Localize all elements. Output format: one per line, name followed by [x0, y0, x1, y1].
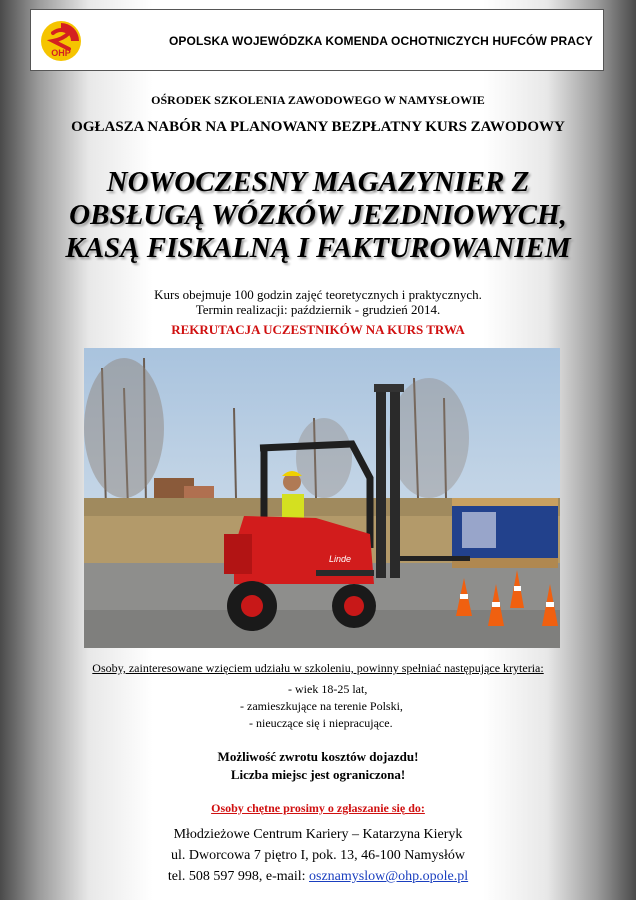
contact-phone: tel. 508 597 998, e-mail:	[167, 869, 310, 884]
contact-address: ul. Dworcowa 7 piętro I, pok. 13, 46-100 Namysłów	[171, 848, 465, 863]
recruitment-banner: REKRUTACJA UCZESTNIKÓW NA KURS TRWA	[171, 322, 465, 337]
svg-text:Linde: Linde	[329, 554, 352, 564]
ohp-logo	[39, 19, 83, 63]
criteria-heading: Osoby, zainteresowane wzięciem udziału w szkoleniu, powinny spełniać następujące kryteria:	[92, 661, 544, 675]
header-title: OPOLSKA WOJEWÓDZKA KOMENDA OCHOTNICZYCH HUFCÓW PRACY	[169, 34, 593, 48]
course-hours: Kurs obejmuje 100 godzin zajęć teoretycznych i praktycznych.	[154, 287, 482, 302]
contact-block	[0, 824, 636, 887]
contact-person: Młodzieżowe Centrum Kariery – Katarzyna Kieryk	[173, 827, 463, 842]
course-title-line3: KASĄ FISKALNĄ I FAKTUROWANIEM	[65, 232, 571, 264]
header-box	[30, 9, 604, 71]
contact-heading: Osoby chętne prosimy o zgłaszanie się do:	[211, 801, 425, 815]
limited-places-note: Liczba miejsc jest ograniczona!	[230, 767, 406, 782]
course-info	[0, 287, 636, 317]
course-title-line2: OBSŁUGĄ WÓZKÓW JEZDNIOWYCH,	[69, 199, 567, 231]
forklift-photo	[84, 348, 560, 648]
criteria-item: - zamieszkujące na terenie Polski,	[240, 699, 403, 713]
course-title-line1: NOWOCZESNY MAGAZYNIER Z	[106, 166, 530, 198]
announcement-line: OGŁASZA NABÓR NA PLANOWANY BEZPŁATNY KURS ZAWODOWY	[71, 119, 565, 135]
travel-refund-note: Możliwość zwrotu kosztów dojazdu!	[217, 749, 419, 764]
course-dates: Termin realizacji: październik - grudzień 2014.	[195, 302, 441, 317]
svg-text:OHP: OHP	[51, 48, 71, 58]
criteria-item: - wiek 18-25 lat,	[288, 682, 368, 696]
contact-phone-email	[0, 866, 636, 887]
criteria-item: - nieuczące się i niepracujące.	[249, 716, 393, 730]
training-center-name: OŚRODEK SZKOLENIA ZAWODOWEGO W NAMYSŁOWIE	[151, 93, 485, 107]
course-title	[0, 166, 636, 265]
contact-email-link[interactable]: osznamyslow@ohp.opole.pl	[309, 869, 469, 884]
